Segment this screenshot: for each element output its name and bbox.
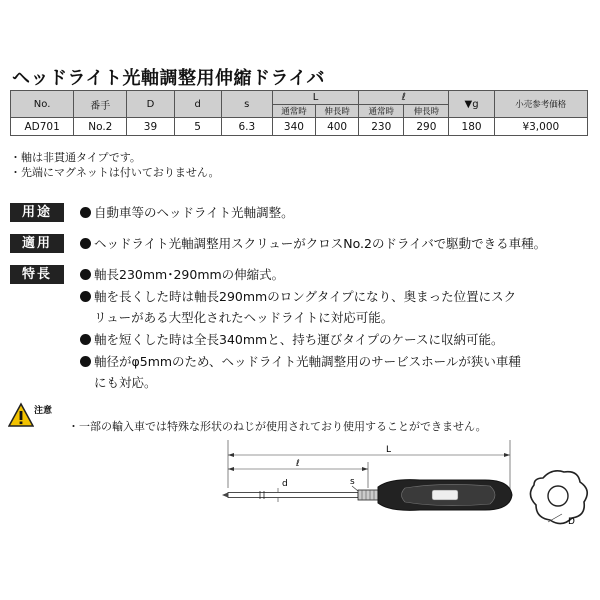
col-bangou: 番手 xyxy=(74,91,127,118)
feature-tag: 特長 xyxy=(10,265,64,284)
feature-text-1: 軸長230mm･290mmの伸縮式。 xyxy=(94,267,285,282)
bullet-icon xyxy=(80,291,91,302)
feature-bullet-2 xyxy=(80,287,516,307)
warning-icon xyxy=(8,402,34,428)
feature-text-2-cont: リューがある大型化されたヘッドライトに対応可能。 xyxy=(94,310,394,325)
bullet-icon xyxy=(80,356,91,367)
note-item: ・軸は非貫通タイプです。 xyxy=(10,151,141,164)
col-l-normal: 通常時 xyxy=(359,105,404,118)
table-row xyxy=(11,118,588,136)
label-d: d xyxy=(282,479,288,489)
warning-label: 注意 xyxy=(34,406,53,416)
label-l: ℓ xyxy=(296,459,300,469)
use-bullet xyxy=(80,203,294,223)
col-D: D xyxy=(127,91,174,118)
cell-bangou: No.2 xyxy=(74,118,127,136)
apply-tag: 適用 xyxy=(10,234,64,253)
feature-bullet-4 xyxy=(80,352,521,372)
feature-text-4-cont: にも対応。 xyxy=(94,375,157,390)
feature-text-4: 軸径がφ5mmのため、ヘッドライト光軸調整用のサービスホールが狭い車種 xyxy=(94,354,521,369)
cell-D: 39 xyxy=(127,118,174,136)
feature-bullet-3 xyxy=(80,330,503,350)
feature-text-3: 軸を短くした時は全長340mmと、持ち運びタイプのケースに収納可能。 xyxy=(94,332,504,347)
use-text: 自動車等のヘッドライト光軸調整。 xyxy=(94,205,294,220)
col-L-normal: 通常時 xyxy=(272,105,315,118)
note-item: ・先端にマグネットは付いておりません。 xyxy=(10,166,220,179)
col-price: 小売参考価格 xyxy=(494,91,587,118)
feature-bullet-1 xyxy=(80,265,284,285)
cell-weight: 180 xyxy=(449,118,494,136)
warning-text: ・一部の輸入車では特殊な形状のねじが使用されており使用することができません。 xyxy=(68,420,487,433)
notes xyxy=(10,150,220,180)
label-L: L xyxy=(386,445,392,455)
cell-L-normal: 340 xyxy=(272,118,315,136)
col-no: No. xyxy=(11,91,74,118)
table-header-row xyxy=(11,91,588,105)
brand-logo xyxy=(432,490,458,500)
bullet-icon xyxy=(80,269,91,280)
spec-table xyxy=(10,90,588,136)
col-l: ℓ xyxy=(359,91,449,105)
col-L-ext: 伸長時 xyxy=(316,105,359,118)
screwdriver-drawing xyxy=(200,440,595,540)
col-l-ext: 伸長時 xyxy=(404,105,449,118)
handle-end-view xyxy=(530,471,587,527)
cell-l-ext: 290 xyxy=(404,118,449,136)
cell-L-ext: 400 xyxy=(316,118,359,136)
bullet-icon xyxy=(80,238,91,249)
label-D: D xyxy=(568,517,575,527)
col-d: d xyxy=(174,91,221,118)
use-tag: 用途 xyxy=(10,203,64,222)
feature-text-2: 軸を長くした時は軸長290mmのロングタイプになり、奥まった位置にスク xyxy=(94,289,517,304)
cell-price: ¥3,000 xyxy=(494,118,587,136)
page-title: ヘッドライト光軸調整用伸縮ドライバ xyxy=(12,68,326,89)
apply-text: ヘッドライト光軸調整用スクリューがクロスNo.2のドライバで駆動できる車種。 xyxy=(94,236,547,251)
cell-no: AD701 xyxy=(11,118,74,136)
col-s: s xyxy=(221,91,272,118)
bullet-icon xyxy=(80,207,91,218)
cell-s: 6.3 xyxy=(221,118,272,136)
apply-bullet xyxy=(80,234,546,254)
cell-l-normal: 230 xyxy=(359,118,404,136)
col-weight: ▼g xyxy=(449,91,494,118)
label-s: s xyxy=(350,477,355,487)
bullet-icon xyxy=(80,334,91,345)
col-L: L xyxy=(272,91,358,105)
section-feature xyxy=(10,265,600,395)
cell-d: 5 xyxy=(174,118,221,136)
